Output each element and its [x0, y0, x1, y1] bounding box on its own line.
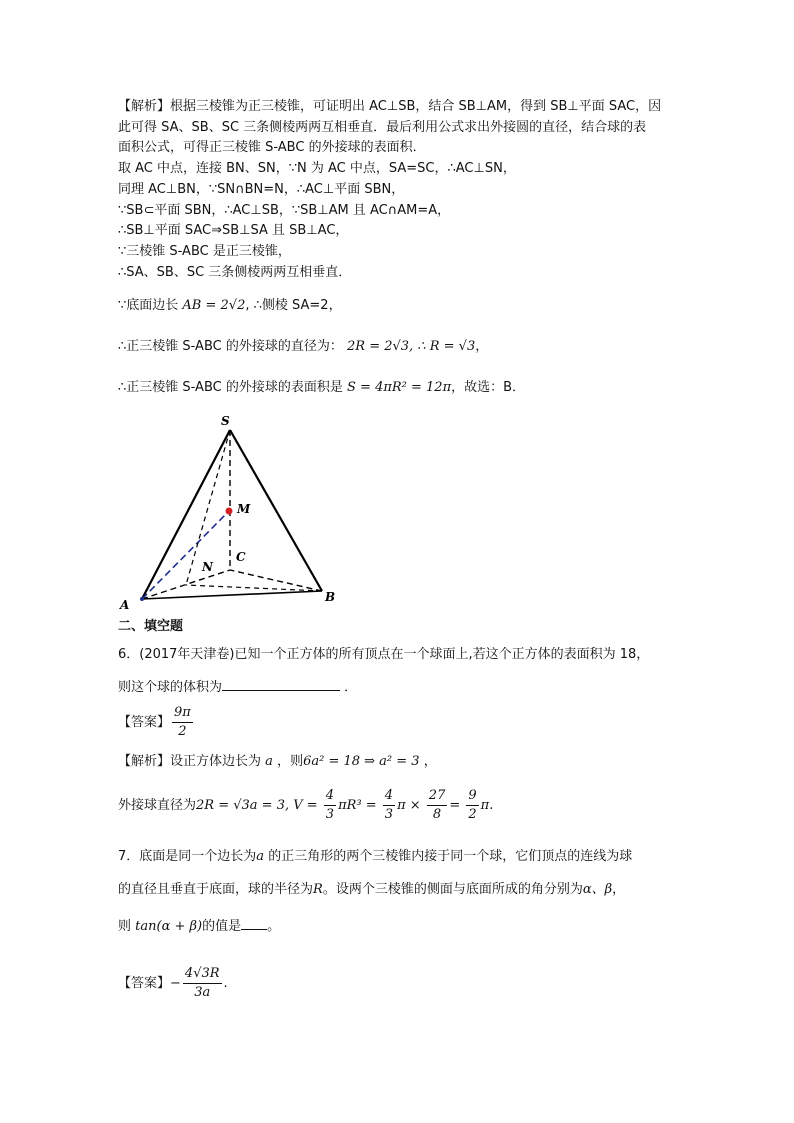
q7-l1-text-b: 的正三角形的两个三棱锥内接于同一个球，它们顶点的连线为球	[268, 849, 633, 864]
point-m	[226, 508, 233, 515]
q7-answer-sign: −	[170, 976, 181, 991]
label-a: A	[120, 598, 130, 610]
edge-sa	[142, 430, 230, 599]
l10-formula: AB = 2√2	[182, 298, 246, 313]
q6-l2-m4: =	[449, 798, 461, 813]
segment-am	[142, 511, 229, 599]
q6-answer-blank	[222, 676, 340, 691]
q6-l2-m5: π.	[480, 798, 494, 813]
edge-bc	[230, 570, 322, 591]
q6-frac-3-num: 27	[427, 787, 448, 806]
label-m: M	[237, 502, 251, 516]
q6-analysis-var: a	[265, 754, 273, 769]
q7-answer-end: .	[223, 976, 228, 991]
analysis-line-9: ∴SA、SB、SC 三条侧棱两两互相垂直．	[118, 265, 352, 280]
q7-l1-text-a: 7．底面是同一个边长为	[118, 849, 257, 864]
q7-answer-label: 【答案】	[118, 976, 171, 991]
q6-answer-label: 【答案】	[118, 715, 171, 730]
q6-frac-2	[383, 787, 395, 824]
q6-answer-fraction	[172, 704, 193, 741]
q7-l2-var2: α、β	[582, 882, 613, 897]
q7-answer-den: 3a	[194, 985, 211, 1000]
label-s: S	[221, 414, 230, 428]
l10-text-a: ∵底面边长	[118, 298, 179, 313]
q7-l2-text-a: 的直径且垂直于底面，球的半径为	[118, 882, 314, 897]
l11-text-b: ，	[475, 339, 489, 354]
q6-answer-den: 2	[178, 724, 187, 739]
q6-frac-1	[324, 787, 336, 824]
q6-frac-3-den: 8	[432, 807, 442, 822]
q6-analysis-text-a: 【解析】设正方体边长为	[118, 754, 262, 769]
tetrahedron-figure	[110, 405, 350, 610]
q6-stem-2-text: 则这个球的体积为	[118, 680, 223, 695]
q6-analysis-2	[118, 784, 493, 828]
q6-stem-1: 6．(2017年天津卷)已知一个正方体的所有顶点在一个球面上,若这个正方体的表面积为 18，	[118, 647, 650, 662]
q6-answer	[118, 703, 195, 743]
q6-stem-2	[118, 676, 357, 698]
q6-stem-2-end: ．	[344, 680, 358, 695]
q7-line-1	[118, 847, 632, 867]
q7-l2-var: R	[313, 882, 323, 897]
section-title: 二、填空题	[118, 619, 184, 634]
q6-analysis-formula: 6a² = 18 ⇒ a² = 3	[303, 754, 420, 769]
analysis-line-1: 【解析】根据三棱锥为正三棱锥，可证明出 AC⊥SB，结合 SB⊥AM，得到 SB⊥平面 SAC，因	[118, 99, 662, 114]
q6-frac-3	[427, 787, 448, 824]
q7-answer-fraction	[183, 965, 222, 1002]
analysis-line-3: 面积公式，可得正三棱锥 S-ABC 的外接球的表面积．	[118, 140, 426, 155]
l12-text-b: ，故选：B．	[451, 380, 526, 395]
q6-analysis-1	[118, 752, 437, 772]
q6-frac-1-den: 3	[325, 807, 335, 822]
point-a	[140, 597, 144, 601]
q6-answer-num: 9π	[172, 704, 193, 723]
analysis-line-6: ∵SB⊂平面 SBN，∴AC⊥SB，∵SB⊥AM 且 AC∩AM=A，	[118, 203, 451, 218]
l11-formula: 2R = 2√3, ∴ R = √3	[347, 339, 476, 354]
analysis-line-11	[118, 337, 488, 357]
q7-l2-text-b: 。设两个三棱锥的侧面与底面所成的角分别为	[322, 882, 583, 897]
q6-l2-text: 外接球直径为	[118, 798, 197, 813]
q6-analysis-text-c: ，	[423, 754, 437, 769]
l12-text-a: ∴正三棱锥 S-ABC 的外接球的表面积是	[118, 380, 343, 395]
q7-answer-num: 4√3R	[183, 965, 222, 984]
label-c: C	[236, 550, 246, 564]
q7-l1-var: a	[256, 849, 265, 864]
l10-text-b: , ∴侧棱 SA=2，	[245, 298, 342, 313]
l11-text-a: ∴正三棱锥 S-ABC 的外接球的直径为：	[118, 339, 343, 354]
analysis-line-2: 此可得 SA、SB、SC 三条侧棱两两互相垂直．最后利用公式求出外接圆的直径，结合球的表	[118, 120, 647, 135]
q6-frac-1-num: 4	[324, 787, 336, 806]
q7-l2-text-c: ，	[612, 882, 626, 897]
analysis-line-8: ∵三棱锥 S-ABC 是正三棱锥，	[118, 244, 291, 259]
q6-frac-4	[466, 787, 478, 824]
analysis-line-10	[118, 296, 342, 316]
q6-l2-m3: π ×	[397, 798, 421, 813]
q7-l3-text-c: 。	[267, 919, 281, 934]
label-n: N	[202, 560, 213, 574]
q7-answer	[118, 962, 228, 1006]
l12-formula: S = 4πR² = 12π	[347, 380, 452, 395]
q7-line-2	[118, 880, 625, 900]
q6-l2-formula: 2R = √3a = 3, V =	[196, 798, 318, 813]
q7-l3-formula: tan(α + β)	[135, 919, 203, 934]
q7-l3-text-b: 的值是	[202, 919, 242, 934]
analysis-line-4: 取 AC 中点，连接 BN、SN，∵N 为 AC 中点，SA=SC，∴AC⊥SN，	[118, 161, 516, 176]
q6-frac-2-num: 4	[383, 787, 395, 806]
analysis-line-7: ∴SB⊥平面 SAC⇒SB⊥SA 且 SB⊥AC，	[118, 223, 349, 238]
q7-answer-blank	[241, 917, 267, 930]
q6-analysis-text-b: ，则	[277, 754, 304, 769]
q6-l2-m2: πR³ =	[338, 798, 377, 813]
analysis-line-5: 同理 AC⊥BN，∵SN∩BN=N，∴AC⊥平面 SBN，	[118, 182, 405, 197]
edge-ab	[142, 591, 322, 599]
q6-frac-4-num: 9	[466, 787, 478, 806]
q7-line-3	[118, 917, 280, 937]
q7-l3-text-a: 则	[118, 919, 132, 934]
analysis-line-12	[118, 378, 525, 398]
label-b: B	[325, 590, 336, 604]
q6-frac-2-den: 3	[384, 807, 394, 822]
q6-frac-4-den: 2	[468, 807, 477, 822]
